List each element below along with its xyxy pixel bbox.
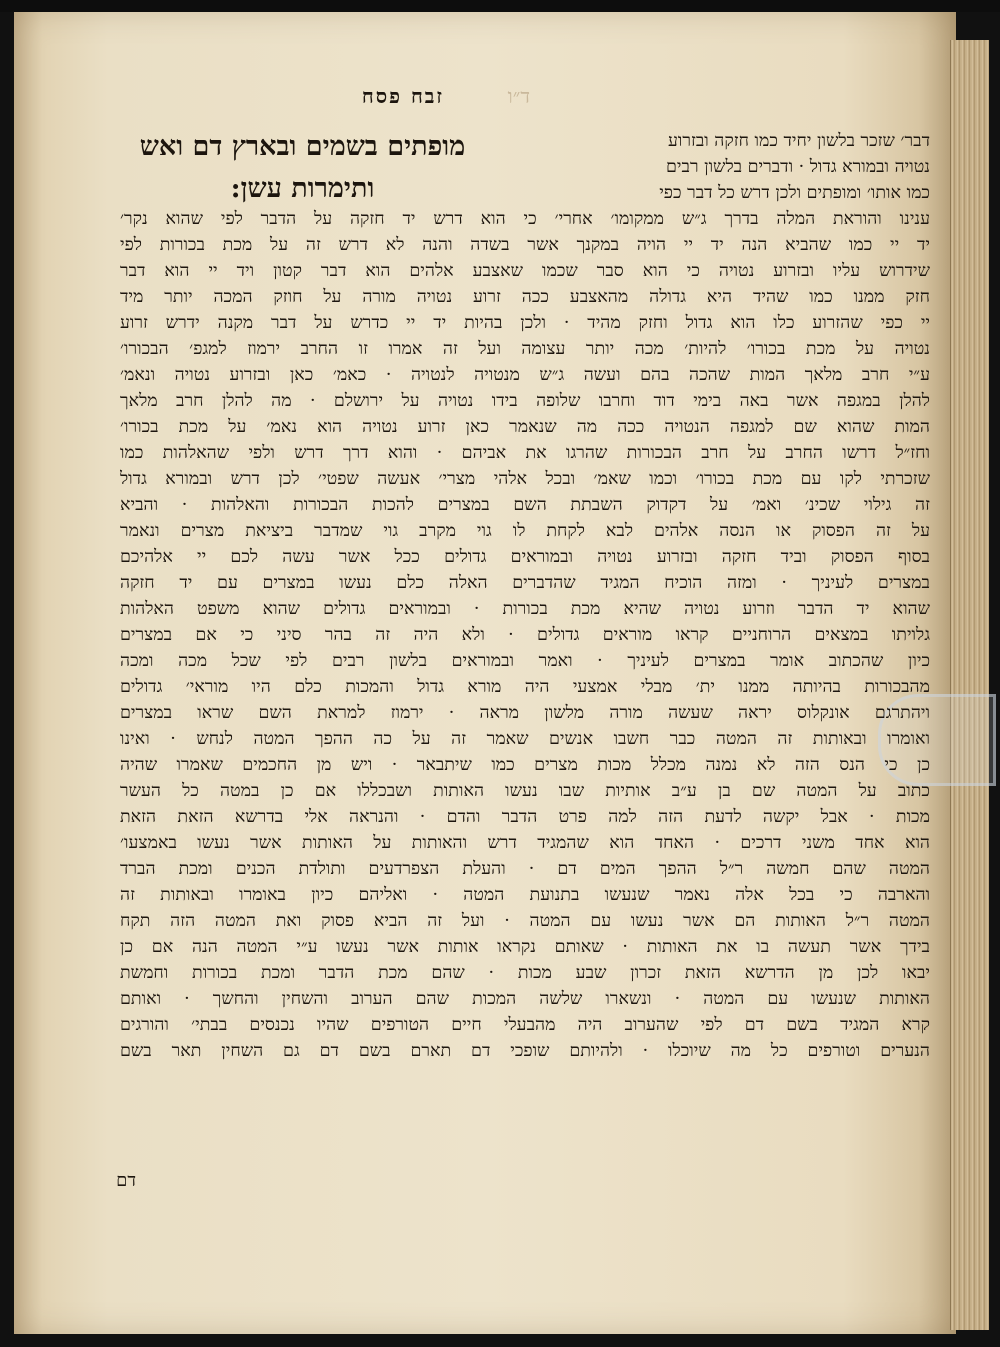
body-line: בסוף הפסוק וביד חזקה ובזרוע נטויה ובמוראים גדולים ככל אשר עשה לכם יי אלהיכם (120, 547, 930, 567)
body-line: ע״י חרב מלאך המות שהכה בהם ועשה ג״ש מנטויה לנטויה · כאמ׳ כאן ובזרוע נטויה ונאמ׳ (120, 365, 930, 385)
body-line: מכות · אבל יקשה לדעת הזה למה פרט הדבר והדם · והנראה אלי בדרשא הזאת הזאת (120, 807, 930, 827)
body-line: המטה שהם חמשה ר״ל ההפך המים דם · והעלת הצפרדעים ותולדת הכנים ומכת הברד (120, 859, 930, 879)
body-line: והארבה כי בכל אלה נאמר שנעשו בתנועת המטה · ואליהם כיון באומרו ובאותות זה (120, 885, 930, 905)
body-line: יד יי כמו שהביא הנה יד יי הויה במקנך אשר בשדה והנה לא דרש זה על מכת בכורות לפי (120, 235, 930, 255)
opening-line-2: נטויה ובמורא גדול · ודברים בלשון רבים (666, 157, 930, 177)
body-line: וחז״ל דרשו החרב על חרב הבכורות שהרגו את אביהם · והוא דרך דרש ולפי שהאלהות כמו (120, 443, 930, 463)
body-line: כן כי הנס הזה לא נמנה מכלל מכות מצרים כמו שיתבאר · ויש מן החכמים שאמרו שהיה (120, 755, 930, 775)
body-line: יבאו לכן מן הדרשא הזאת זכרון שבע מכות · שהם מכת הדבר ומכת בכורות וחמשת (120, 963, 930, 983)
body-line: גלויתו במצאים הרוחניים קראו מוראים גדולים · ולא היה זה בהר סיני כי אם במצרים (120, 625, 930, 645)
body-line: הנערים וטורפים כל מה שיוכלו · ולהיותם שופכי דם תארם בשם דם גם השחין תאר בשם (120, 1041, 930, 1061)
body-line: על זה הפסוק או הנסה אלהים לבא לקחת לו גוי מקרב גוי שמדבר ביציאת מצרים ונאמר (120, 521, 930, 541)
body-line: שידרוש עליו ובזרוע נטויה כי הוא סבר שכמו שאצבע אלהים הוא דבר קטון ויד יי הוא דבר (120, 261, 930, 281)
body-line: במצרים לעיניך · ומזה הוכיח המגיד שהדברים האלה כלם נעשו במצרים עם יד חזקה (120, 573, 930, 593)
body-line: המטה ר״ל האותות הם אשר נעשו עם המטה · ועל זה הביא פסוק ואת המטה הזה תקח (120, 911, 930, 931)
body-line: ויהתרגם אונקלוס יראה שעשה מורה מלשון מראה · ירמוז למראת השם שראו במצרים (120, 703, 930, 723)
body-line: כתוב על המטה שם בן ע״ב אותיות שבו נעשו האותות ושבכללו אם כן במטה כל העשר (120, 781, 930, 801)
body-line: זה גילוי שכינ׳ ואמ׳ על דקדוק השבתת השם במצרים להכות הבכורות והאלהות · והביא (120, 495, 930, 515)
running-header: זבח פסח (361, 84, 444, 108)
scan-border-top (0, 0, 1000, 12)
opening-line-3: כמו אותו׳ ומופתים ולכן דרש כל דבר כפי (659, 183, 930, 203)
body-line: האותות שנעשו עם המטה · ונשארו שלשה המכות שהם הערוב והשחין והחשך · ואותם (120, 989, 930, 1009)
page-edges (950, 40, 989, 1330)
body-line: ואומרו ובאותות זה המטה כבר חשבו אנשים שאמר זה על כה ההפך המטה לנחש · ואינו (120, 729, 930, 749)
body-line: בידך אשר תעשה בו את האותות · שאותם נקראו אותות אשר נעשו ע״י המטה הנה אם כן (120, 937, 930, 957)
body-line: שזכרתי לקו עם מכת בכורו׳ וכמו שאמ׳ ובכל אלהי מצרי׳ אעשה שפטי׳ לכן דרש ובמורא גדול (120, 469, 930, 489)
lemma-heading: מופתים בשמים ובארץ דם ואש ותימרות עשן: (139, 131, 466, 204)
body-line: להלן במגפה אשר באה בימי דוד וחרבו שלופה בידו נטויה על ירושלם · מה להלן חרב מלאך (120, 391, 930, 411)
body-line: המות שהוא שם למגפה הנטויה ככה מה שנאמר כאן זרוע נטויה הוא נאמ׳ על מכת בכורו׳ (120, 417, 930, 437)
catchword: דם (116, 1170, 136, 1191)
body-line: יי כפי שהזרוע כלו הוא גדול וחזק מהיד · ולכן בהיות יד יי כדרש על דבר מקנה ידרש זרוע (120, 313, 930, 333)
body-line: ענינו והוראת המלה בדרך ג״ש ממקומו׳ אחרי׳ כי הוא דרש יד חזקה על הדבר לפי שהוא נקר׳ (120, 209, 930, 229)
body-line: מהבכורות בהיותה ממנו ית׳ מבלי אמצעי היה מורא גדול והמכות כלם היו מוראי׳ גדולים (120, 677, 930, 697)
body-line: כיון שהכתוב אומר במצרים לעיניך · ואמר ובמוראים בלשון רבים לפי שכל מכה ומכה (120, 651, 930, 671)
body-line: שהוא יד הדבר וזרוע נטויה שהיא מכת בכורות · ובמוראים גדולים שהוא משפט האלהות (120, 599, 930, 619)
opening-line-1: דבר׳ שזכר בלשון יחיד כמו חזקה ובזרוע (667, 131, 930, 151)
body-line: חזק ממנו כמו שהיד היא גדולה מהאצבע ככה זרוע נטויה מורה על חוזק המכה יותר מיד (120, 287, 930, 307)
body-line: הוא אחד משני דרכים · האחד הוא שהמגיד דרש והאותות על האותות אשר נעשו באמצעו׳ (120, 833, 930, 853)
running-header-faint: ד״ו (507, 84, 530, 108)
body-line: נטויה על מכת בכורו׳ להיות׳ מכה יותר עצומה ועל זה אמרו זו החרב ירמוז למגפ׳ הבכורו׳ (120, 339, 930, 359)
body-line: קרא המגיד בשם דם לפי שהערוב היה מהבעלי חיים הטורפים שהיו נכנסים בבתי׳ והורגים (120, 1015, 930, 1035)
